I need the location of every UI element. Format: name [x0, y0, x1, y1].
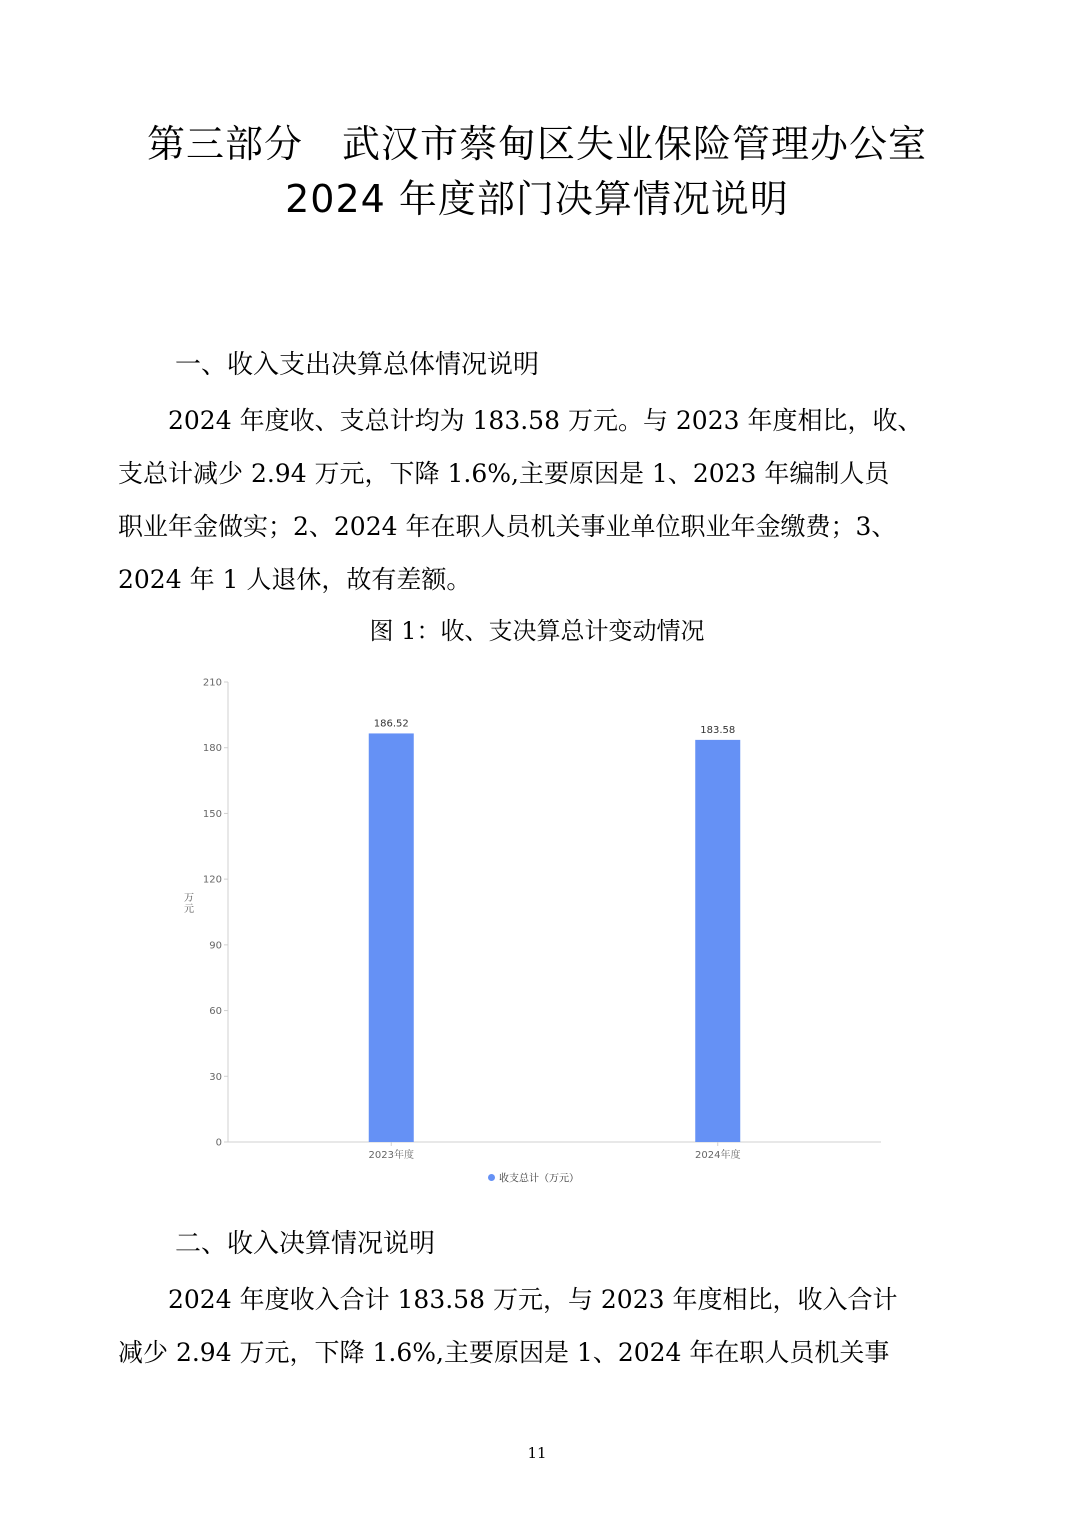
- y-tick-label: 150: [202, 808, 222, 820]
- y-axis-label-char: 元: [184, 904, 194, 915]
- paragraph-line: 2024 年度收入合计 183.58 万元，与 2023 年度相比，收入合计: [118, 1285, 898, 1314]
- section-2-paragraph: [118, 1273, 958, 1379]
- y-axis-label-char: 万: [184, 893, 194, 904]
- x-tick-label: 2024年度: [695, 1150, 741, 1161]
- bar-2024年度: [695, 740, 740, 1142]
- y-tick-label: 180: [202, 743, 222, 755]
- bar-2023年度: [369, 733, 414, 1142]
- page-number: 11: [527, 1444, 547, 1462]
- section-2-heading: 二、收入决算情况说明: [175, 1229, 436, 1259]
- bar-chart: [170, 668, 900, 1193]
- legend-marker: [488, 1174, 495, 1181]
- figure-caption: 图 1：收、支决算总计变动情况: [369, 617, 705, 645]
- y-tick-label: 210: [202, 677, 222, 689]
- section-1-heading: 一、收入支出决算总体情况说明: [175, 350, 540, 380]
- bar-data-label: 183.58: [700, 724, 736, 736]
- y-tick-label: 120: [202, 874, 222, 886]
- legend-label: 收支总计（万元）: [499, 1173, 579, 1185]
- paragraph-line: 职业年金做实；2、2024 年在职人员机关事业单位职业年金缴费；3、: [118, 512, 897, 541]
- page-title-line-2: 2024 年度部门决算情况说明: [285, 177, 789, 221]
- y-tick-label: 30: [209, 1071, 222, 1083]
- y-tick-label: 60: [209, 1006, 222, 1018]
- paragraph-line: 减少 2.94 万元，下降 1.6%,主要原因是 1、2024 年在职人员机关事: [118, 1338, 890, 1367]
- y-tick-label: 0: [215, 1137, 222, 1149]
- paragraph-line: 2024 年 1 人退休，故有差额。: [118, 565, 472, 594]
- y-tick-label: 90: [209, 940, 222, 952]
- paragraph-line: 2024 年度收、支总计均为 183.58 万元。与 2023 年度相比，收、: [118, 406, 923, 435]
- bar-data-label: 186.52: [373, 718, 409, 730]
- paragraph-line: 支总计减少 2.94 万元，下降 1.6%,主要原因是 1、2023 年编制人员: [118, 459, 890, 488]
- section-1-paragraph: [118, 394, 958, 606]
- page-title-line-1: 第三部分 武汉市蔡甸区失业保险管理办公室: [146, 122, 927, 166]
- x-tick-label: 2023年度: [368, 1150, 414, 1161]
